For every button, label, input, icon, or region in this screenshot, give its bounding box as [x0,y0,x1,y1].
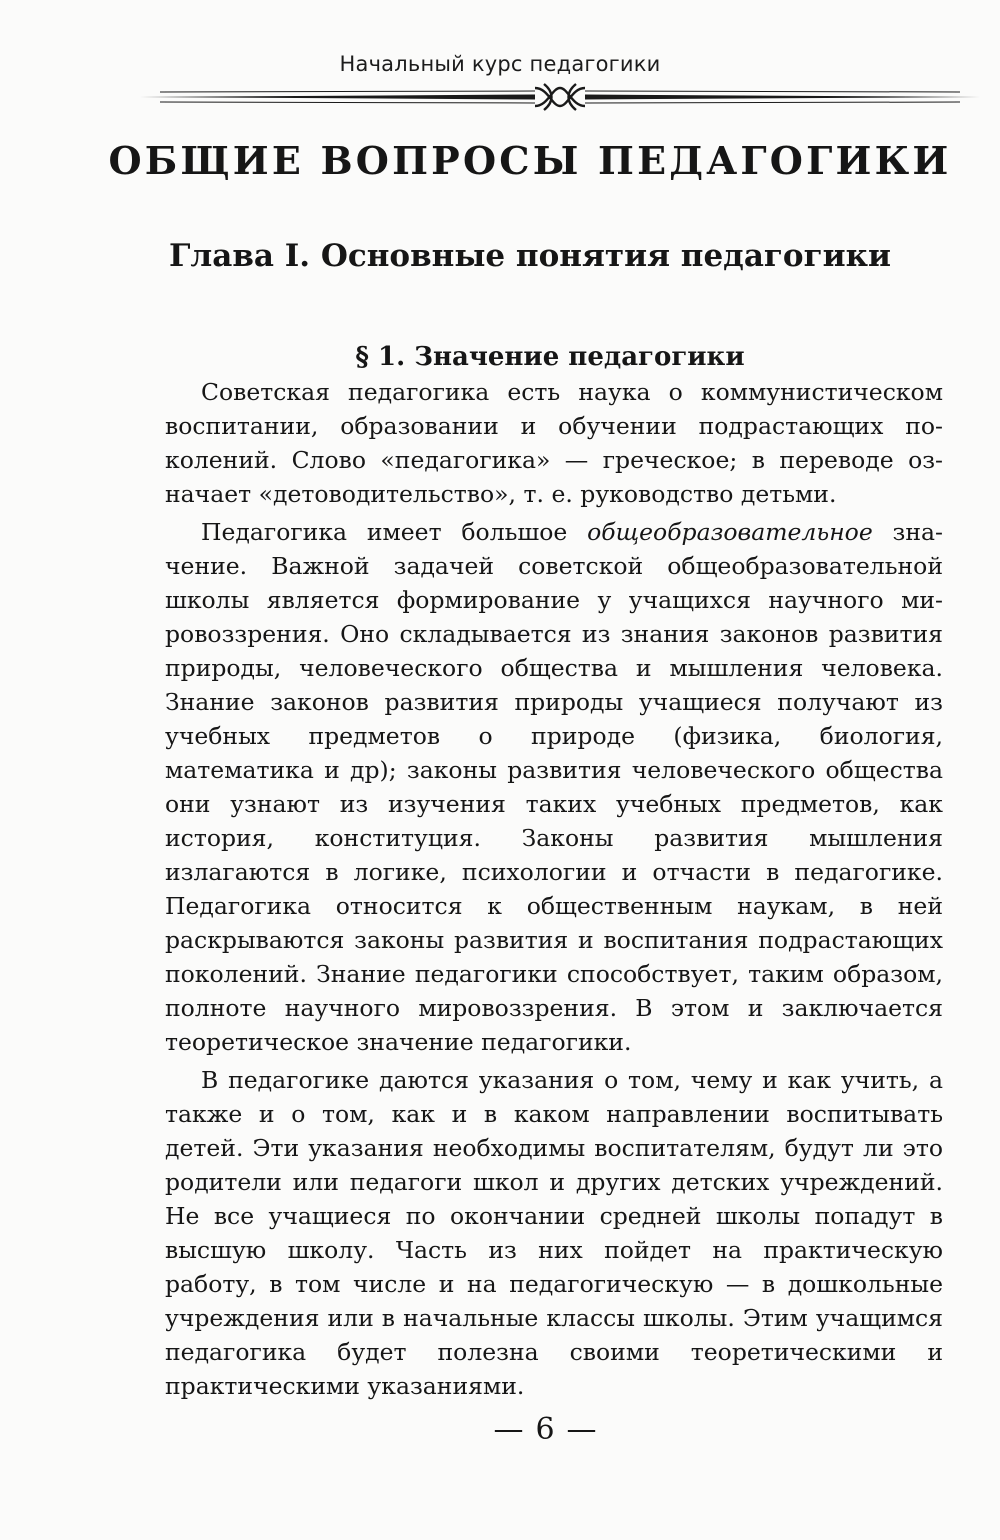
paragraph-2-rest: значение. Важной задачей советской общеобразовательной школы является формирование у учащихся научного мировоззрения. Оно складывается из знания законов развития природы, человеческого общества и мышления человека. Знание законов развития природы учащиеся получают из учебных предметов о природе (физика, биология, математика и др); законы развития человеческого общества они узнают из изучения таких учебных предметов, как история, конституция. Законы развития мышления излагаются в логике, психологии и отчасти в педагогике. Педагогика относится к общественным наукам, в ней раскрываются законы развития и воспитания подрастающих поколений. Знание педагогики способствует, таким образом, полноте научного мировоззрения. В этом и заключается теоретическое значение педагогики. [165,518,943,1056]
paragraph-3: В педагогике даются указания о том, чему и как учить, а также и о том, как и в каком направлении воспитывать детей. Эти указания необходимы воспитателям, будут ли это родители или педагоги школ и других детских учреждений. Не все учащиеся по окончании средней школы попадут в высшую школу. Часть из них пойдет на практическую работу, в том числе и на педагогическую — в дошкольные учреждения или в начальные классы школы. Этим учащимся педагогика будет полезна своими теоретическими и практическими указаниями. [165,1066,943,1400]
page-number [0,1412,1000,1447]
ornament-right-rule [585,95,980,100]
paragraph-1: Советская педагогика есть наука о коммунистическом воспитании, образовании и обучении подрастающих поколений. Слово «педагогика» — греческое; в переводе означает «детоводительство», т. е. руководство детьми. [165,378,943,508]
page-number-dash-right: — [566,1412,597,1447]
paragraph-2-emphasis: общеобразовательное [587,518,873,546]
ornament-center-flourish [535,84,585,110]
page-number-value: 6 [535,1412,555,1447]
paragraph-2 [165,515,943,1059]
header-ornament [140,82,980,112]
paragraph-2-start: Педагогика имеет большое [201,518,588,546]
body-text [165,375,943,1403]
ornament-left-rule [140,95,535,100]
chapter-title: Глава I. Основные понятия педагогики [169,238,891,274]
part-title: ОБЩИЕ ВОПРОСЫ ПЕДАГОГИКИ [108,138,952,183]
section-title: § 1. Значение педагогики [355,342,745,372]
page-number-dash-left: — [493,1412,524,1447]
running-head: Начальный курс педагогики [339,52,661,76]
